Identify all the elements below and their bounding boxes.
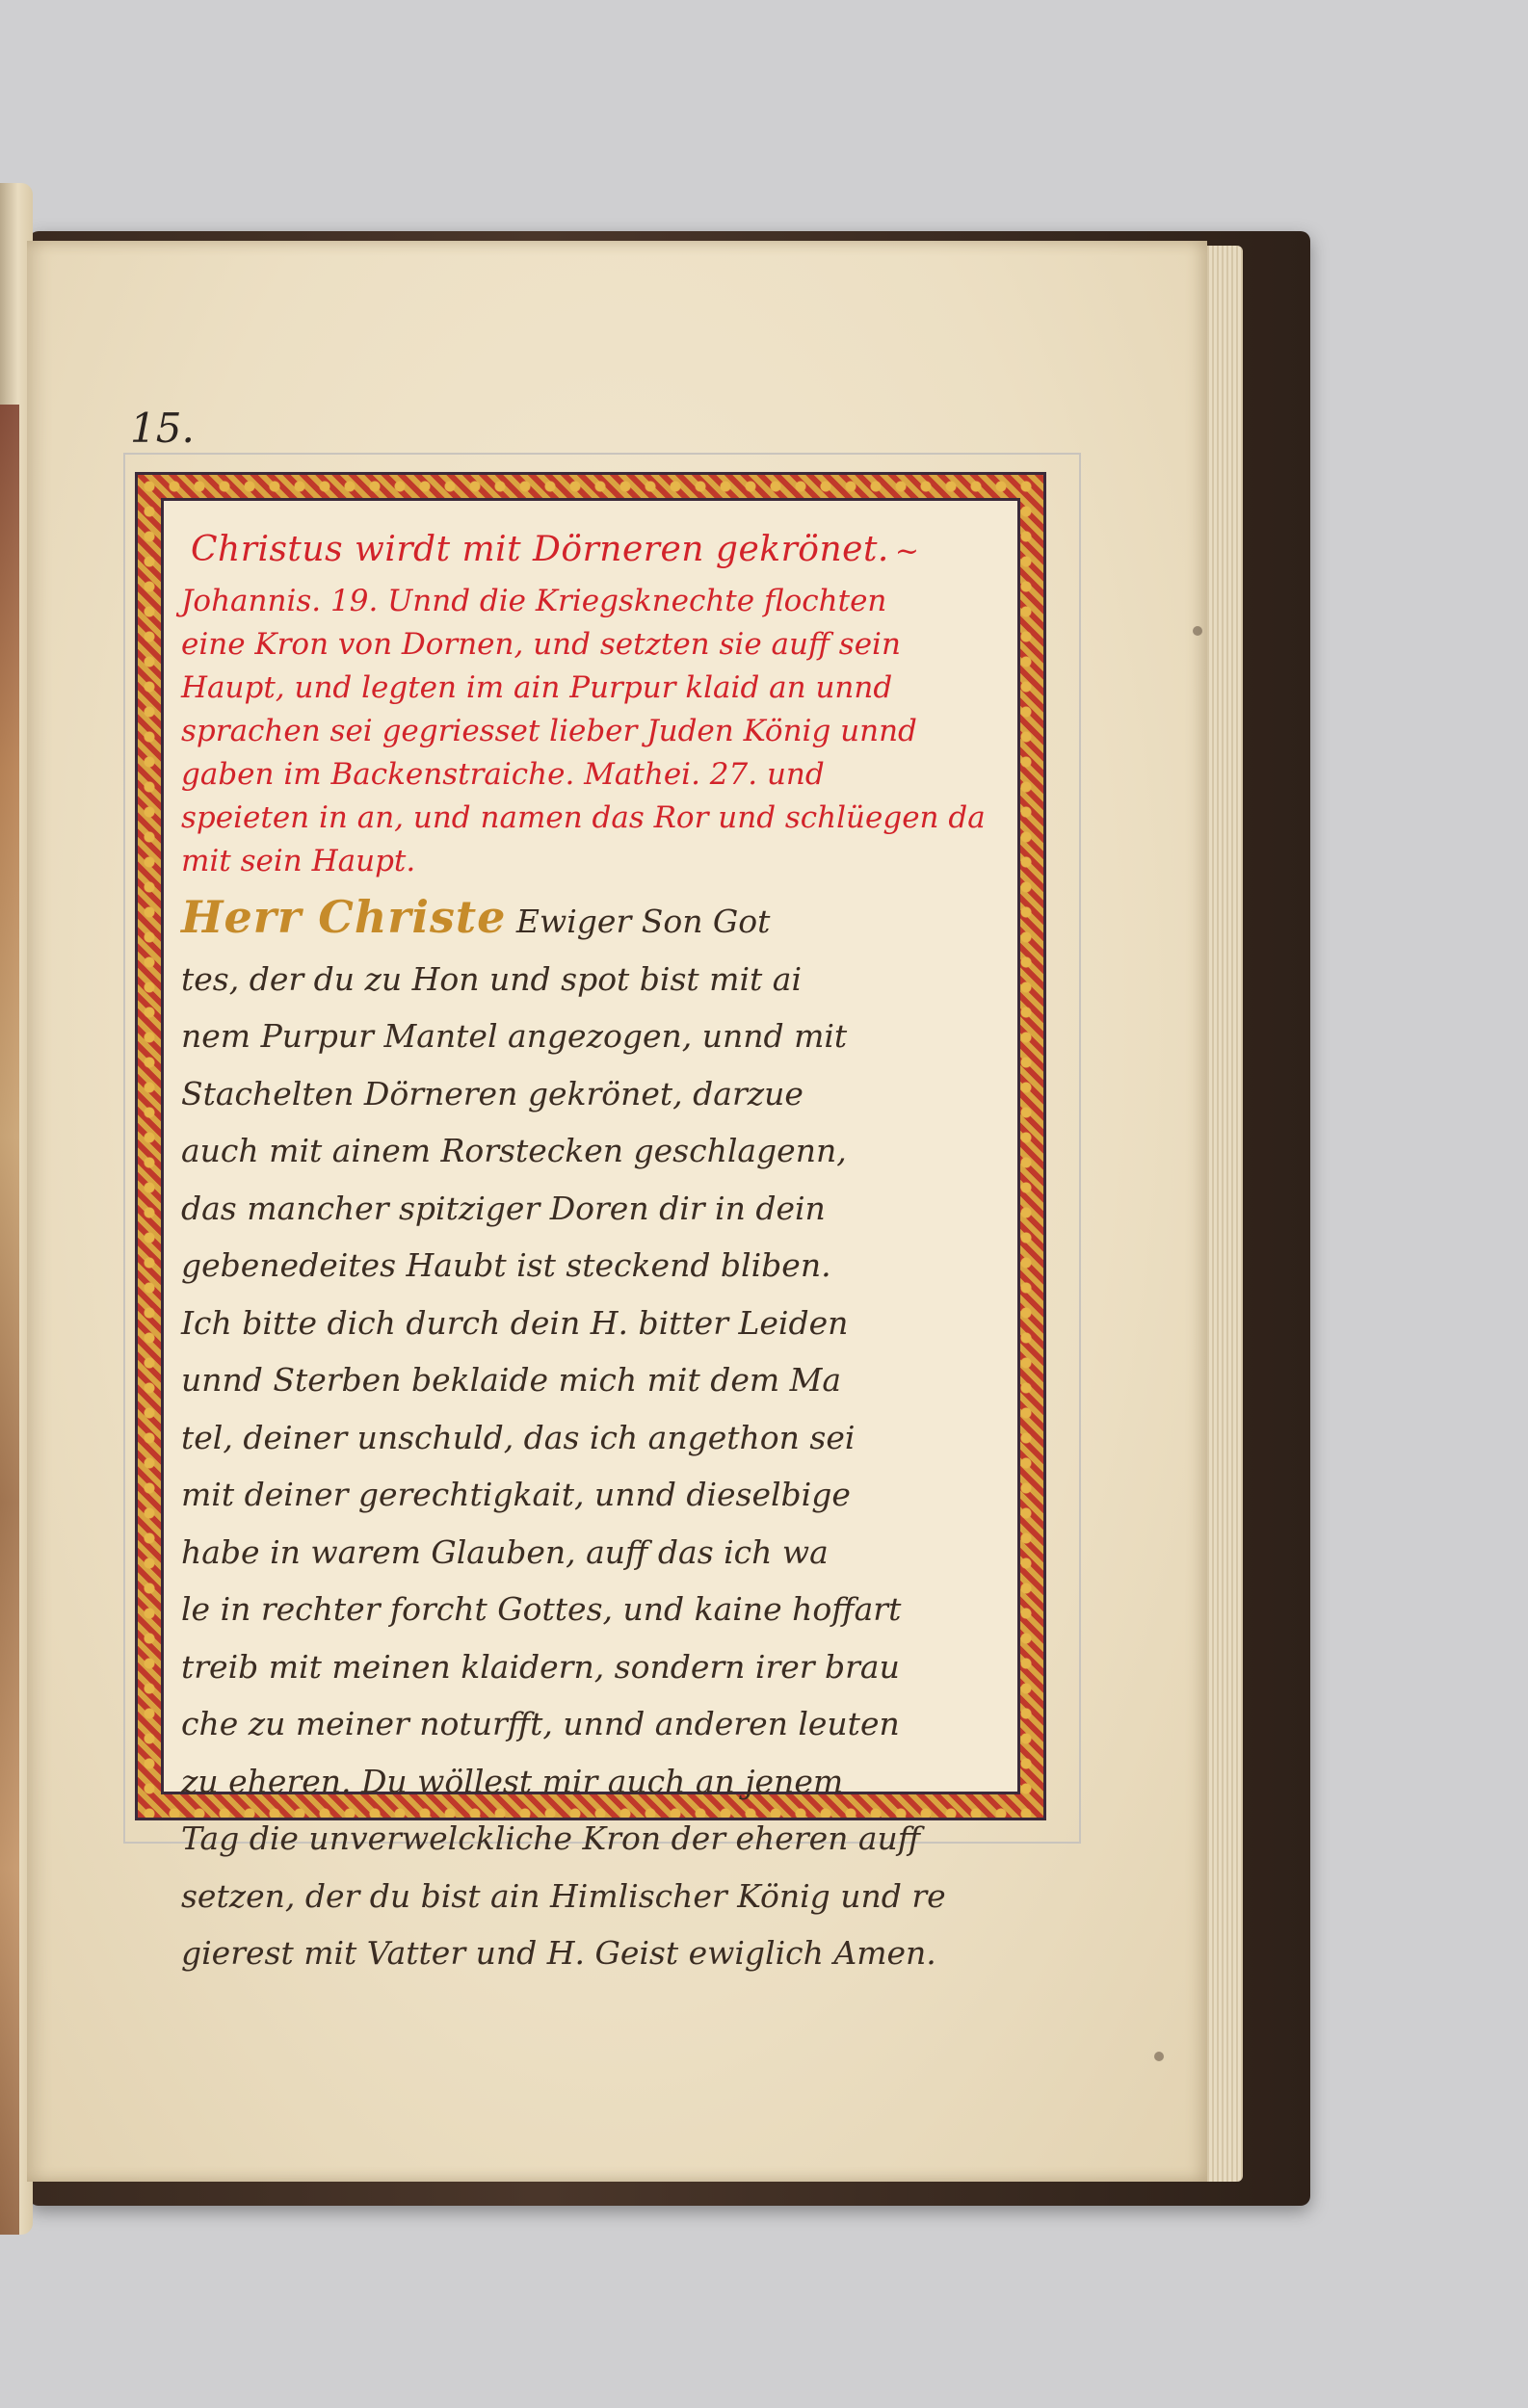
chapter-title	[191, 526, 1000, 576]
prayer-line: nem Purpur Mantel angezogen, unnd mit	[181, 1017, 848, 1055]
prayer-line: setzen, der du bist ain Himlischer König und re	[181, 1876, 946, 1915]
prayer-line: Ich bitte dich durch dein H. bitter Leiden	[181, 1303, 849, 1342]
rubric-line: Haupt, und legten im ain Purpur klaid an unnd	[181, 670, 893, 705]
paper-spot	[1154, 2052, 1164, 2061]
rubric-line: mit sein Haupt.	[181, 844, 416, 878]
prayer-initial: Herr Christe	[181, 891, 507, 943]
rubric-line: sprachen sei gegriesset lieber Juden König unnd	[181, 714, 917, 748]
prayer-line: auch mit ainem Rorstecken geschlagenn,	[181, 1132, 847, 1169]
prayer-line: treib mit meinen klaidern, sondern irer brau	[181, 1647, 900, 1686]
rubric-line: gaben im Backenstraiche. Mathei. 27. und	[181, 757, 825, 792]
prayer-line: Stachelten Dörneren gekrönet, darzue	[181, 1074, 804, 1112]
prayer-line: unnd Sterben beklaide mich mit dem Ma	[181, 1361, 842, 1399]
text-block	[161, 498, 1020, 1972]
rubric-passage	[181, 580, 1000, 883]
prayer-line: tes, der du zu Hon und spot bist mit ai	[181, 959, 802, 998]
facing-page-miniature	[0, 405, 19, 2235]
rubric-line: Johannis. 19. Unnd die Kriegsknechte flochten	[181, 584, 887, 618]
prayer-line: Tag die unverwelckliche Kron der eheren auff	[181, 1819, 921, 1857]
prayer-line: gebenedeites Haubt ist steckend bliben.	[181, 1246, 831, 1284]
prayer-line: zu eheren. Du wöllest mir auch an jenem	[181, 1762, 844, 1800]
paper-spot	[1193, 626, 1202, 636]
prayer-text	[181, 889, 1000, 1982]
prayer-line: le in rechter forcht Gottes, und kaine hoffart	[181, 1590, 902, 1628]
prayer-line: tel, deiner unschuld, das ich angethon sei	[181, 1418, 856, 1456]
gilded-border	[135, 472, 1046, 1972]
chapter-title-text: Christus wirdt mit Dörneren gekrönet.	[191, 530, 889, 569]
flourish-icon: ~	[894, 535, 920, 568]
rubric-line: eine Kron von Dornen, und setzten sie auff sein	[181, 627, 901, 662]
prayer-line: das mancher spitziger Doren dir in dein	[181, 1189, 826, 1227]
rubric-line: speieten in an, und namen das Ror und schlüegen da	[181, 800, 986, 835]
prayer-line: che zu meiner noturfft, unnd anderen leuten	[181, 1705, 900, 1742]
prayer-first-rest: Ewiger Son Got	[515, 903, 771, 940]
prayer-line: mit deiner gerechtigkait, unnd dieselbige	[181, 1476, 851, 1513]
prayer-first-line	[181, 889, 1000, 951]
prayer-line: gierest mit Vatter und H. Geist ewiglich Amen.	[181, 1934, 936, 1972]
prayer-line: habe in warem Glauben, auff das ich wa	[181, 1532, 829, 1571]
folio-number: 15.	[130, 405, 195, 452]
